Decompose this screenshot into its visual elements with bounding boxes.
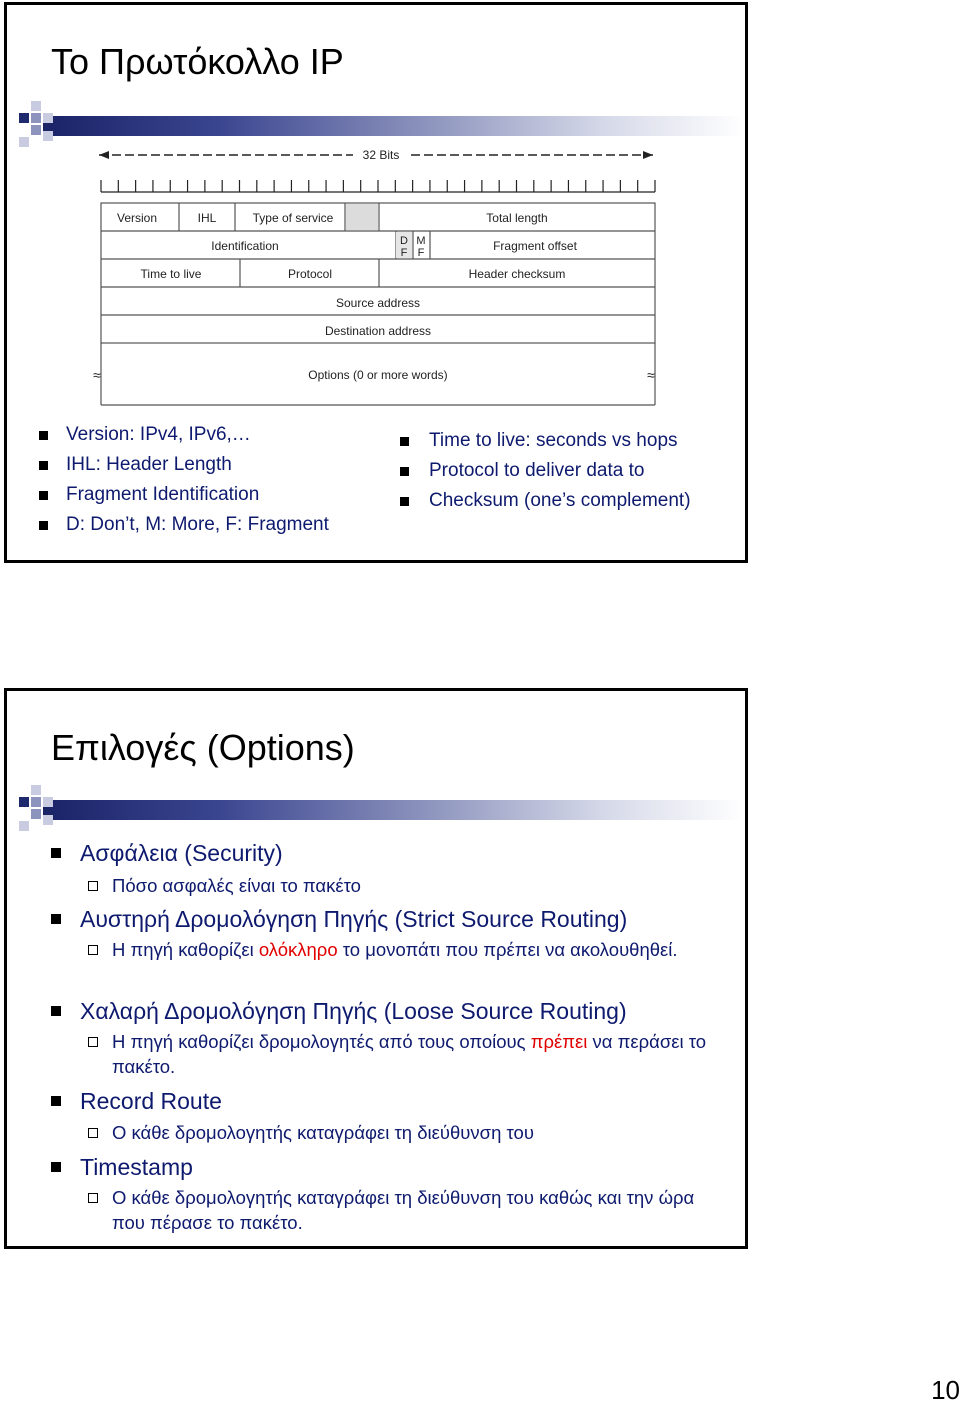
ip-header-diagram bbox=[85, 140, 705, 410]
deco-square bbox=[19, 113, 29, 123]
bullet-list-left bbox=[39, 423, 329, 543]
bullet-item: Protocol to deliver data to bbox=[400, 459, 691, 489]
bullet-hollow-square-icon bbox=[88, 1193, 98, 1203]
bullet-hollow-square-icon bbox=[88, 1037, 98, 1047]
bullet-item: Version: IPv4, IPv6,… bbox=[39, 423, 329, 453]
bullet-item: Fragment Identification bbox=[39, 483, 329, 513]
flag-df: F bbox=[400, 247, 408, 259]
field-destination-address: Destination address bbox=[324, 324, 432, 338]
option-item-timestamp: Timestamp bbox=[51, 1153, 731, 1185]
field-options: Options (0 or more words) bbox=[308, 368, 448, 382]
field-version: Version bbox=[116, 211, 158, 225]
deco-square bbox=[31, 797, 41, 807]
bits-label: 32 Bits bbox=[362, 148, 400, 162]
deco-square bbox=[19, 797, 29, 807]
bullet-square-icon bbox=[400, 437, 409, 446]
bullet-list-right bbox=[400, 429, 691, 519]
field-total-length: Total length bbox=[486, 211, 548, 225]
slide-options bbox=[4, 688, 748, 1249]
slide-title: Επιλογές (Options) bbox=[51, 727, 355, 768]
bullet-item: Time to live: seconds vs hops bbox=[400, 429, 691, 459]
slide-title: Το Πρωτόκολλο IP bbox=[51, 41, 344, 82]
deco-square bbox=[31, 101, 41, 111]
page-number: 10 bbox=[931, 1375, 960, 1405]
bullet-square-icon bbox=[51, 914, 61, 924]
gradient-band bbox=[43, 116, 743, 136]
field-type-of-service: Type of service bbox=[252, 211, 334, 225]
field-identification: Identification bbox=[211, 239, 279, 253]
bullet-hollow-square-icon bbox=[88, 1128, 98, 1138]
bullet-square-icon bbox=[39, 521, 48, 530]
deco-square bbox=[31, 125, 41, 135]
arrow-right-icon bbox=[643, 151, 653, 159]
deco-square bbox=[43, 797, 53, 807]
deco-square bbox=[31, 785, 41, 795]
break-mark-left: ≈ bbox=[93, 367, 101, 383]
option-item-strict-source-routing: Αυστηρή Δρομολόγηση Πηγής (Strict Source Routing) bbox=[51, 905, 731, 937]
bullet-square-icon bbox=[51, 1162, 61, 1172]
deco-square bbox=[43, 131, 53, 141]
gradient-band bbox=[43, 800, 743, 820]
deco-square bbox=[43, 815, 53, 825]
bullet-square-icon bbox=[51, 1006, 61, 1016]
bullet-hollow-square-icon bbox=[88, 945, 98, 955]
title-decoration-bar bbox=[13, 785, 747, 845]
deco-square bbox=[43, 113, 53, 123]
bullet-hollow-square-icon bbox=[88, 881, 98, 891]
bullet-item: IHL: Header Length bbox=[39, 453, 329, 483]
option-item-security: Ασφάλεια (Security) bbox=[51, 839, 731, 873]
deco-square bbox=[31, 113, 41, 123]
unused-bits bbox=[346, 204, 378, 230]
bullet-square-icon bbox=[51, 1096, 61, 1106]
bullet-item: Checksum (one’s complement) bbox=[400, 489, 691, 519]
option-item-loose-source-routing: Χαλαρή Δρομολόγηση Πηγής (Loose Source Routing) bbox=[51, 997, 731, 1029]
break-mark-right: ≈ bbox=[647, 367, 655, 383]
flag-d: D bbox=[400, 235, 408, 247]
field-fragment-offset: Fragment offset bbox=[493, 239, 577, 253]
slide-ip-protocol bbox=[4, 2, 748, 563]
bullet-square-icon bbox=[51, 848, 61, 858]
field-protocol: Protocol bbox=[287, 267, 333, 281]
bullet-square-icon bbox=[39, 431, 48, 440]
option-detail: Η πηγή καθορίζει ολόκληρο το μονοπάτι που πρέπει να ακολουθηθεί. bbox=[51, 937, 731, 997]
bullet-square-icon bbox=[39, 461, 48, 470]
bullet-square-icon bbox=[400, 497, 409, 506]
field-time-to-live: Time to live bbox=[140, 267, 202, 281]
field-ihl: IHL bbox=[197, 211, 217, 225]
deco-square bbox=[19, 137, 29, 147]
option-detail: Πόσο ασφαλές είναι το πακέτο bbox=[51, 873, 731, 905]
deco-square bbox=[19, 821, 29, 831]
flag-mf: F bbox=[417, 247, 425, 259]
field-header-checksum: Header checksum bbox=[468, 267, 566, 281]
option-detail: Η πηγή καθορίζει δρομολογητές από τους οποίους πρέπει να περάσει το πακέτο. bbox=[51, 1029, 731, 1087]
bullet-item: D: Don’t, M: More, F: Fragment bbox=[39, 513, 329, 543]
bullet-square-icon bbox=[400, 467, 409, 476]
bit-ruler bbox=[101, 180, 655, 192]
field-source-address: Source address bbox=[335, 296, 421, 310]
arrow-left-icon bbox=[99, 151, 109, 159]
option-item-record-route: Record Route bbox=[51, 1087, 731, 1120]
deco-square bbox=[31, 809, 41, 819]
option-detail: Ο κάθε δρομολογητής καταγράφει τη διεύθυνση του bbox=[51, 1120, 731, 1153]
bullet-square-icon bbox=[39, 491, 48, 500]
flag-m: M bbox=[416, 235, 426, 247]
option-detail: Ο κάθε δρομολογητής καταγράφει τη διεύθυνση του καθώς και την ώρα που πέρασε το πακέτο. bbox=[51, 1185, 712, 1237]
options-list bbox=[51, 839, 731, 1237]
